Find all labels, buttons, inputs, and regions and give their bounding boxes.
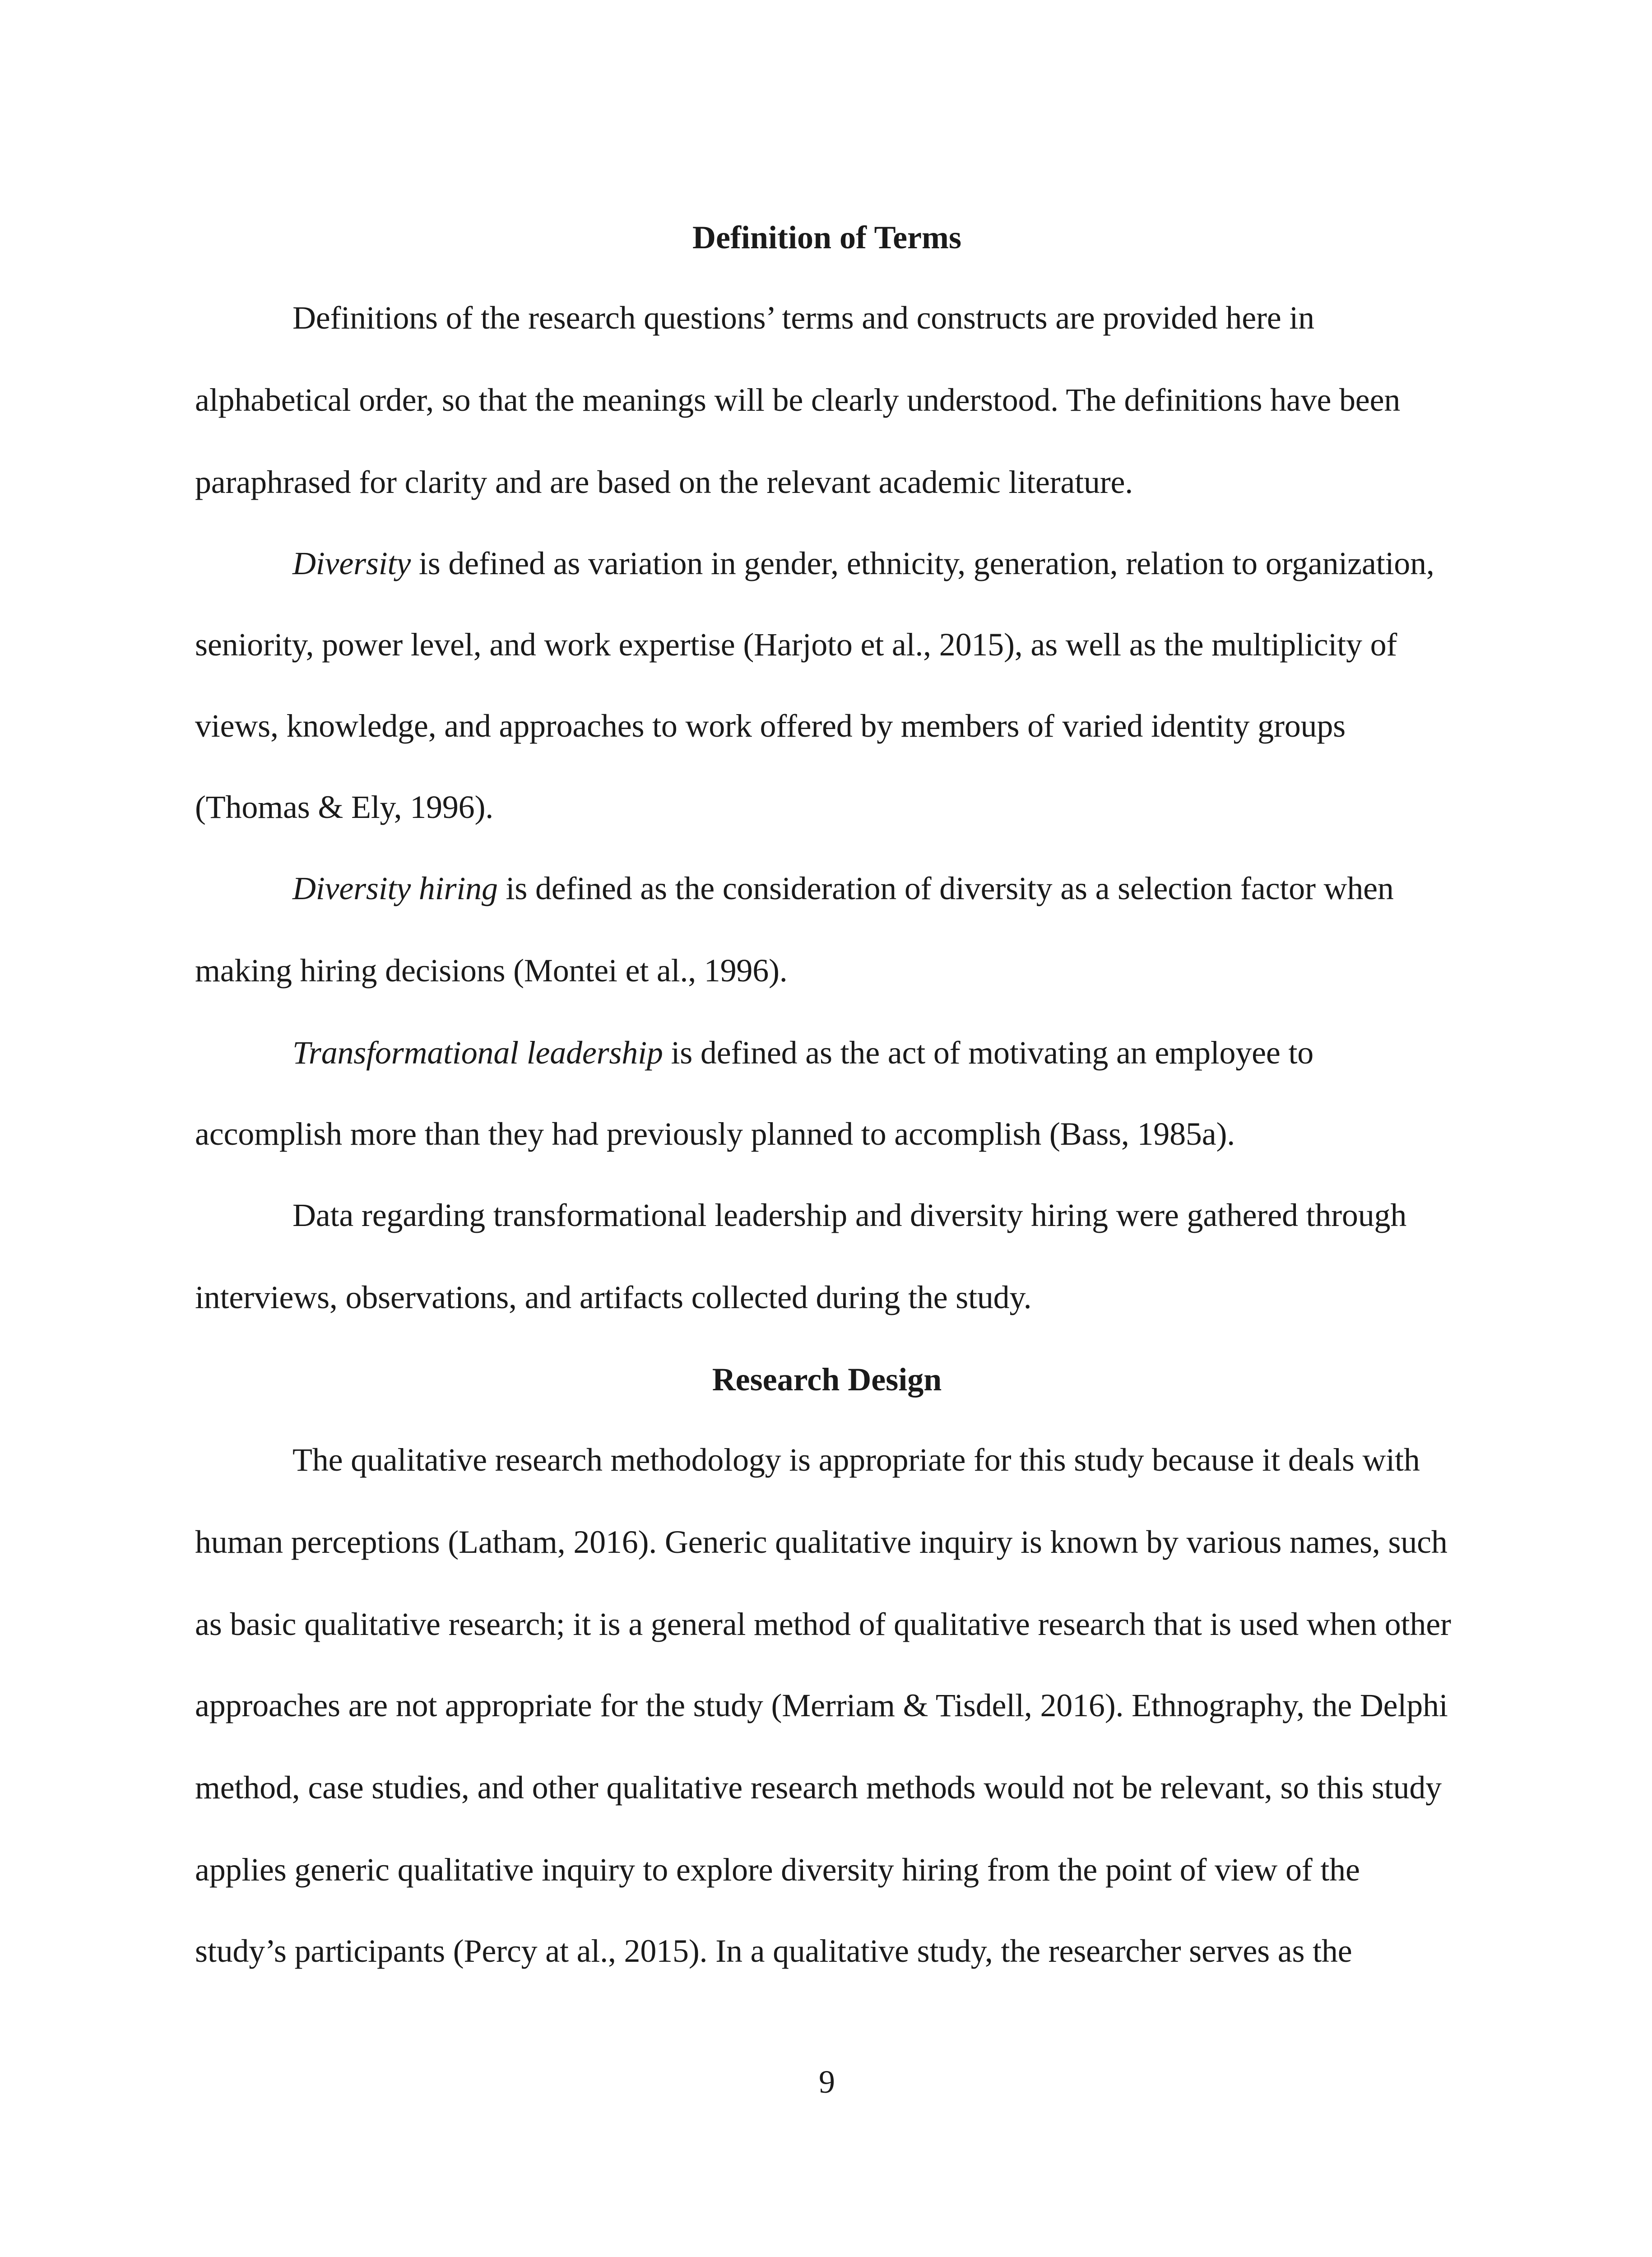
- text-line: study’s participants (Percy at al., 2015). In a qualitative study, the researcher serves as the: [195, 1933, 1352, 1969]
- definition-text: is defined as variation in gender, ethnicity, generation, relation to organization,: [411, 545, 1434, 581]
- text-line: seniority, power level, and work expertise (Harjoto et al., 2015), as well as the multiplicity of: [195, 627, 1397, 663]
- text-line: Definitions of the research questions’ terms and constructs are provided here in: [292, 300, 1314, 336]
- text-line: (Thomas & Ely, 1996).: [195, 789, 494, 825]
- text-line: [292, 1036, 1313, 1069]
- text-line: approaches are not appropriate for the study (Merriam & Tisdell, 2016). Ethnography, the Delphi: [195, 1687, 1448, 1723]
- section-heading-research-design: Research Design: [712, 1361, 942, 1398]
- text-line: [292, 547, 1434, 580]
- text-line: Data regarding transformational leadership and diversity hiring were gathered through: [292, 1197, 1407, 1233]
- text-line: [292, 872, 1394, 905]
- section-heading-definition-of-terms: Definition of Terms: [692, 219, 961, 255]
- definition-text: is defined as the act of motivating an employee to: [663, 1035, 1314, 1071]
- text-line: paraphrased for clarity and are based on the relevant academic literature.: [195, 464, 1133, 500]
- text-line: method, case studies, and other qualitative research methods would not be relevant, so this study: [195, 1769, 1442, 1806]
- definition-text: is defined as the consideration of diversity as a selection factor when: [497, 870, 1394, 906]
- term-transformational-leadership: Transformational leadership: [292, 1035, 663, 1071]
- text-line: human perceptions (Latham, 2016). Generic qualitative inquiry is known by various names, such: [195, 1524, 1448, 1560]
- text-line: accomplish more than they had previously planned to accomplish (Bass, 1985a).: [195, 1116, 1235, 1152]
- term-diversity: Diversity: [292, 545, 411, 581]
- text-line: applies generic qualitative inquiry to explore diversity hiring from the point of view of the: [195, 1852, 1360, 1888]
- text-line: views, knowledge, and approaches to work offered by members of varied identity groups: [195, 708, 1346, 744]
- text-line: as basic qualitative research; it is a general method of qualitative research that is used when other: [195, 1606, 1451, 1642]
- text-line: making hiring decisions (Montei et al., 1996).: [195, 952, 788, 989]
- term-diversity-hiring: Diversity hiring: [292, 870, 498, 906]
- page-number: 9: [819, 2064, 835, 2100]
- text-line: alphabetical order, so that the meanings will be clearly understood. The definitions have been: [195, 382, 1401, 418]
- text-line: The qualitative research methodology is appropriate for this study because it deals with: [292, 1442, 1420, 1478]
- text-line: interviews, observations, and artifacts collected during the study.: [195, 1279, 1032, 1315]
